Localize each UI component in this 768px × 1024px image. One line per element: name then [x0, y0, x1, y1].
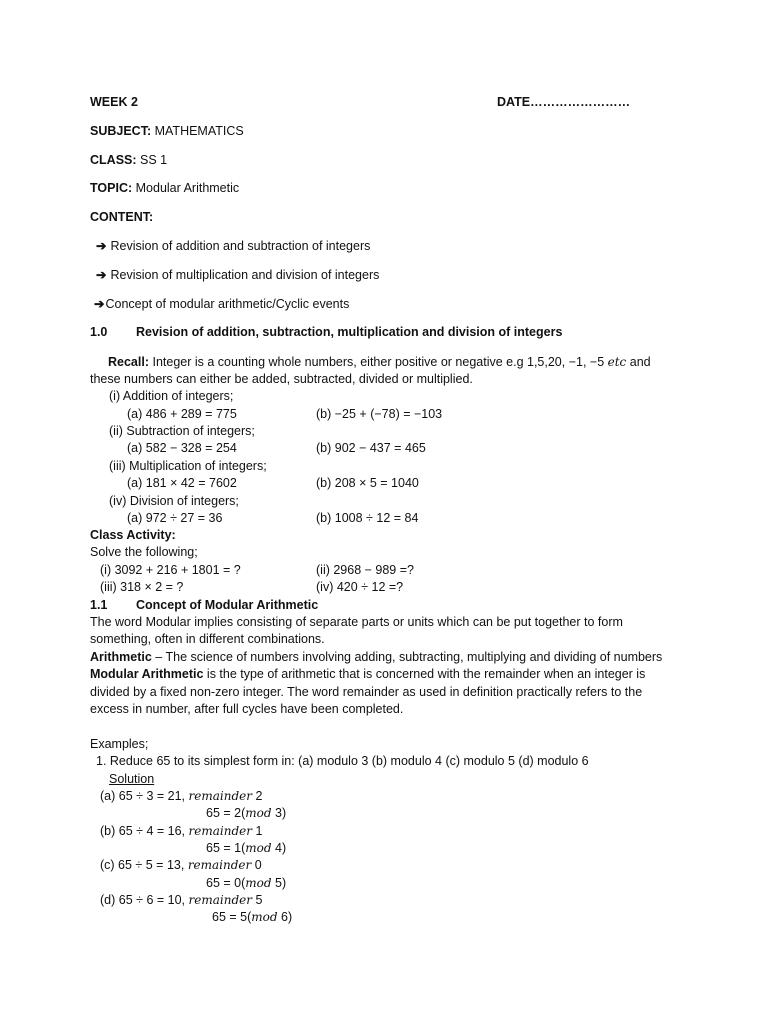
content-label: CONTENT: — [90, 210, 154, 224]
solution-step: (c) 65 ÷ 5 = 13, remainder 0 — [100, 858, 262, 872]
class-activity-intro: Solve the following; — [90, 545, 198, 559]
section-title: Revision of addition, subtraction, multiplication and division of integers — [136, 325, 563, 339]
activity-item: (i) 3092 + 216 + 1801 = ? — [100, 563, 241, 577]
subject-label: SUBJECT: — [90, 124, 152, 138]
content-item: ➔Concept of modular arithmetic/Cyclic events — [94, 297, 350, 311]
class-line — [90, 153, 167, 168]
arithmetic-label: Arithmetic — [90, 650, 152, 664]
arrow-right-icon: ➔ — [94, 297, 105, 311]
recall-line-2: these numbers can either be added, subtracted, divided or multiplied. — [90, 372, 473, 386]
solution-label: Solution — [109, 772, 155, 786]
solution-result: 65 = 2(mod 3) — [206, 806, 287, 820]
topic-label: TOPIC: — [90, 181, 133, 195]
class-label: CLASS: — [90, 153, 137, 167]
recall-label: Recall: — [108, 355, 149, 369]
op-heading: (iv) Division of integers; — [109, 494, 239, 508]
etc-text: etc — [607, 355, 627, 369]
content-item: ➔ Revision of multiplication and division of integers — [96, 268, 380, 282]
paragraph-line: excess in number, after full cycles have been completed. — [90, 702, 404, 716]
op-example-a: (a) 582 − 328 = 254 — [127, 441, 237, 455]
modular-definition: Modular Arithmetic is the type of arithmetic that is concerned with the remainder when an integer is — [90, 667, 646, 681]
paragraph-line: something, often in different combinations. — [90, 632, 325, 646]
activity-item: (iv) 420 ÷ 12 =? — [316, 580, 404, 594]
solution-result: 65 = 0(mod 5) — [206, 876, 287, 890]
class-value: SS 1 — [140, 153, 168, 167]
week-label: WEEK 2 — [90, 95, 138, 109]
arithmetic-definition: Arithmetic – The science of numbers involving adding, subtracting, multiplying and dividing of numbers — [90, 650, 663, 664]
content-item: ➔ Revision of addition and subtraction of integers — [96, 239, 371, 253]
op-example-a: (a) 181 × 42 = 7602 — [127, 476, 237, 490]
examples-label: Examples; — [90, 737, 149, 751]
op-example-b: (b) −25 + (−78) = −103 — [316, 407, 443, 421]
solution-step: (a) 65 ÷ 3 = 21, remainder 2 — [100, 789, 263, 803]
op-example-a: (a) 486 + 289 = 775 — [127, 407, 237, 421]
modular-arithmetic-label: Modular Arithmetic — [90, 667, 204, 681]
solution-step: (b) 65 ÷ 4 = 16, remainder 1 — [100, 824, 263, 838]
arrow-right-icon: ➔ — [96, 268, 107, 282]
topic-line — [90, 181, 239, 196]
op-example-b: (b) 1008 ÷ 12 = 84 — [316, 511, 419, 525]
example-question: 1. Reduce 65 to its simplest form in: (a) modulo 3 (b) modulo 4 (c) modulo 5 (d) modulo 6 — [96, 754, 589, 768]
op-heading: (i) Addition of integers; — [109, 389, 234, 403]
section-number: 1.0 — [90, 325, 108, 339]
section-number: 1.1 — [90, 598, 108, 612]
subject-line — [90, 124, 244, 139]
subject-value: MATHEMATICS — [154, 124, 244, 138]
op-example-b: (b) 208 × 5 = 1040 — [316, 476, 419, 490]
topic-value: Modular Arithmetic — [135, 181, 240, 195]
activity-item: (ii) 2968 − 989 =? — [316, 563, 414, 577]
op-heading: (iii) Multiplication of integers; — [109, 459, 267, 473]
recall-line: Recall: Integer is a counting whole numbers, either positive or negative e.g 1,5,20, −1, −5 etc and — [108, 355, 651, 369]
class-activity-label: Class Activity: — [90, 528, 176, 542]
arrow-right-icon: ➔ — [96, 239, 107, 253]
paragraph-line: The word Modular implies consisting of separate parts or units which can be put together to form — [90, 615, 623, 629]
paragraph-line: divided by a fixed non-zero integer. The word remainder as used in definition practically refers to the — [90, 685, 643, 699]
solution-result: 65 = 5(mod 6) — [212, 910, 293, 924]
op-example-a: (a) 972 ÷ 27 = 36 — [127, 511, 223, 525]
op-heading: (ii) Subtraction of integers; — [109, 424, 255, 438]
solution-result: 65 = 1(mod 4) — [206, 841, 287, 855]
date-label: DATE…………………… — [497, 95, 631, 109]
activity-item: (iii) 318 × 2 = ? — [100, 580, 184, 594]
solution-step: (d) 65 ÷ 6 = 10, remainder 5 — [100, 893, 263, 907]
section-title: Concept of Modular Arithmetic — [136, 598, 319, 612]
op-example-b: (b) 902 − 437 = 465 — [316, 441, 426, 455]
